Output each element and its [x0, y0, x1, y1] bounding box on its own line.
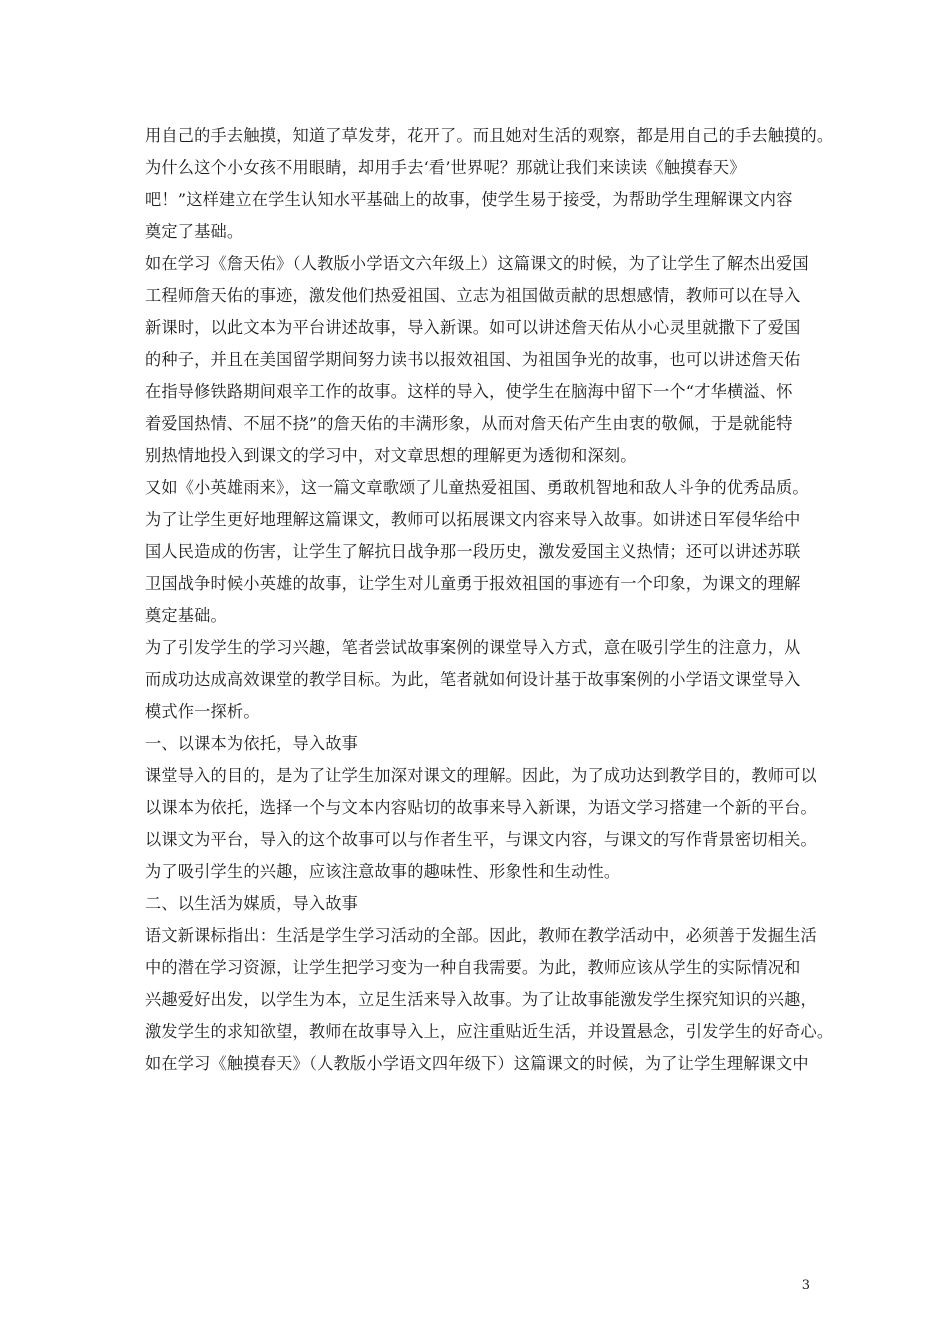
- text-line: 而成功达成高效课堂的教学目标。为此，笔者就如何设计基于故事案例的小学语文课堂导入: [145, 670, 801, 689]
- text-line: 的种子，并且在美国留学期间努力读书以报效祖国、为祖国争光的故事，也可以讲述詹天佑: [145, 350, 801, 369]
- text-line: 模式作一探析。: [145, 702, 260, 721]
- body-text: [145, 120, 834, 1080]
- text-line: 激发学生的求知欲望，教师在故事导入上，应注重贴近生活，并设置悬念，引发学生的好奇心。: [145, 1022, 834, 1041]
- text-line: 课堂导入的目的，是为了让学生加深对课文的理解。因此，为了成功达到教学目的，教师可以: [145, 766, 817, 785]
- text-line: 国人民造成的伤害，让学生了解抗日战争那一段历史，激发爱国主义热情；还可以讲述苏联: [145, 542, 801, 561]
- text-line: 用自己的手去触摸，知道了草发芽，花开了。而且她对生活的观察，都是用自己的手去触摸的。: [145, 126, 834, 145]
- text-line: 又如《小英雄雨来》，这一篇文章歌颂了儿童热爱祖国、勇敢机智地和敌人斗争的优秀品质。: [145, 478, 809, 497]
- text-line: 奠定了基础。: [145, 222, 244, 241]
- text-line: 别热情地投入到课文的学习中，对文章思想的理解更为透彻和深刻。: [145, 446, 637, 465]
- text-line: 为了让学生更好地理解这篇课文，教师可以拓展课文内容来导入故事。如讲述日军侵华给中: [145, 510, 801, 529]
- text-line: 新课时，以此文本为平台讲述故事，导入新课。如可以讲述詹天佑从小心灵里就撒下了爱国: [145, 318, 801, 337]
- text-line: 为了吸引学生的兴趣，应该注意故事的趣味性、形象性和生动性。: [145, 862, 621, 881]
- text-line: 工程师詹天佑的事迹，激发他们热爱祖国、立志为祖国做贡献的思想感情，教师可以在导入: [145, 286, 801, 305]
- text-line: 为了引发学生的学习兴趣，笔者尝试故事案例的课堂导入方式，意在吸引学生的注意力，从: [145, 638, 801, 657]
- text-line: 语文新课标指出：生活是学生学习活动的全部。因此，教师在教学活动中，必须善于发掘生活: [145, 926, 817, 945]
- text-line: 一、以课本为依托，导入故事: [145, 734, 359, 753]
- text-line: 卫国战争时候小英雄的故事，让学生对儿童勇于报效祖国的事迹有一个印象，为课文的理解: [145, 574, 801, 593]
- text-line: 如在学习《詹天佑》（人教版小学语文六年级上）这篇课文的时候，为了让学生了解杰出爱国: [145, 254, 809, 273]
- text-line: 中的潜在学习资源，让学生把学习变为一种自我需要。为此，教师应该从学生的实际情况和: [145, 958, 801, 977]
- text-line: 为什么这个小女孩不用眼睛，却用手去‘看’世界呢？那就让我们来读读《触摸春天》: [145, 158, 746, 177]
- text-line: 在指导修铁路期间艰辛工作的故事。这样的导入，使学生在脑海中留下一个“才华横溢、怀: [145, 382, 793, 401]
- text-line: 以课文为平台，导入的这个故事可以与作者生平，与课文内容，与课文的写作背景密切相关。: [145, 830, 817, 849]
- text-line: 吧！”这样建立在学生认知水平基础上的故事，使学生易于接受，为帮助学生理解课文内容: [145, 190, 793, 209]
- text-line: 以课本为依托，选择一个与文本内容贴切的故事来导入新课，为语文学习搭建一个新的平台。: [145, 798, 817, 817]
- text-line: 着爱国热情、不屈不挠”的詹天佑的丰满形象，从而对詹天佑产生由衷的敬佩，于是就能特: [145, 414, 793, 433]
- text-line: 如在学习《触摸春天》（人教版小学语文四年级下）这篇课文的时候，为了让学生理解课文中: [145, 1054, 809, 1073]
- text-line: 奠定基础。: [145, 606, 227, 625]
- text-line: 二、以生活为媒质，导入故事: [145, 894, 359, 913]
- page-number: 3: [801, 1278, 810, 1293]
- text-line: 兴趣爱好出发，以学生为本，立足生活来导入故事。为了让故事能激发学生探究知识的兴趣，: [145, 990, 817, 1009]
